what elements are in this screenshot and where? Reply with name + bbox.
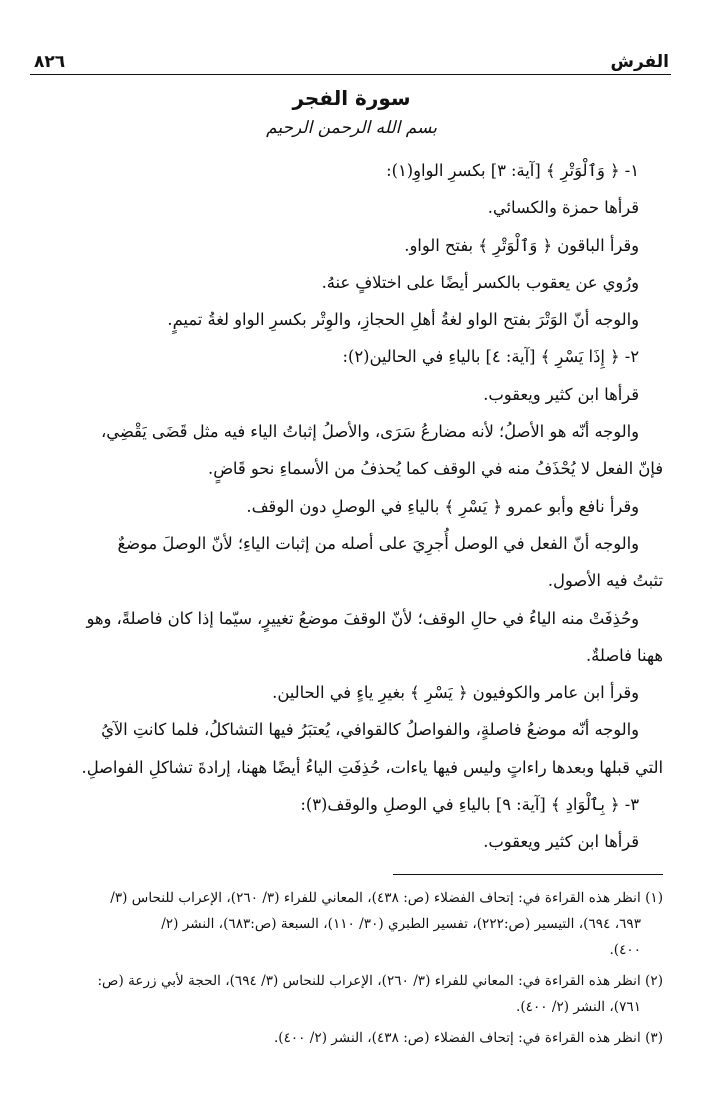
footnote-line: ٧٦١)، النشر (٢/ ٤٠٠). [516,999,641,1015]
text-line: وقرأ الباقون ﴿ وَٱلْوَتْرِ ﴾ بفتح الواو. [404,235,639,255]
footnote-divider [393,874,663,875]
running-title: الفرش [610,52,669,72]
text-line: وحُذِفَتْ منه الياءُ في حالِ الوقف؛ لأنّ الوقفَ موضعُ تغييرٍ، سيّما إذا كان فاصلةً، وهو [86,608,639,628]
text-line: والوجه أنّ الوَتْرَ بفتح الواو لغةُ أهلِ الحجازِ، والوِتْر بكسرِ الواو لغةُ تميمٍ. [167,310,639,330]
footnote-line: ٦٩٣، ٦٩٤)، التيسير (ص:٢٢٢)، تفسير الطبري (٣٠/ ١١٠)، السبعة (ص:٦٨٣)، النشر (٢/ [161,916,641,932]
text-line: والوجه أنّ الفعل في الوصل أُجرِيَ على أصله من إثبات الياءِ؛ لأنّ الوصلَ موضعٌ [117,533,639,553]
footnotes [38,885,663,1056]
text-line: قرأها حمزة والكسائي. [487,198,639,218]
header-divider [30,74,671,75]
footnote-line: (٢) انظر هذه القراءة في: المعاني للفراء (٣/ ٢٦٠)، الإعراب للنحاس (٣/ ٦٩٤)، الحجة لأبي زرعة (ص: [97,973,663,989]
text-line: ١- ﴿ وَٱلْوَتْرِ ﴾ [آية: ٣] بكسرِ الواوِ(١): [386,161,639,180]
text-line: قرأها ابن كثير ويعقوب. [483,384,639,404]
text-line: فإنّ الفعل لا يُحْذَفُ منه في الوقف كما يُحذفُ من الأسماءِ نحو قَاضٍ. [208,459,663,479]
text-line: ٣- ﴿ بِٱلْوَادِ ﴾ [آية: ٩] بالياءِ في الوصلِ والوقف(٣): [300,795,639,815]
text-line: قرأها ابن كثير ويعقوب. [483,832,639,852]
text-line: والوجه أنّه موضعُ فاصلةٍ، والفواصلُ كالقوافي، يُعتبَرُ فيها التشاكلُ، فلما كانتِ الآيُ [101,720,639,740]
footnote-3 [38,1025,663,1051]
text-line: وقرأ ابن عامر والكوفيون ﴿ يَسْرِ ﴾ بغيرِ ياءٍ في الحالين. [272,683,639,703]
running-header [34,44,669,72]
text-line: ورُوي عن يعقوب بالكسر أيضًا على اختلافٍ عنهُ. [321,272,639,292]
footnote-1 [38,885,663,963]
text-line: تثبتُ فيه الأصول. [547,571,663,591]
main-text [40,152,663,861]
text-line: ههنا فاصلةٌ. [585,645,663,665]
footnote-2 [38,968,663,1020]
footnote-line: (٣) انظر هذه القراءة في: إتحاف الفضلاء (ص: ٤٣٨)، النشر (٢/ ٤٠٠). [273,1030,663,1046]
footnote-line: (١) انظر هذه القراءة في: إتحاف الفضلاء (ص: ٤٣٨)، المعاني للفراء (٣/ ٢٦٠)، الإعراب للنحاس (٣/ [110,890,663,906]
text-line: والوجه أنّه هو الأصلُ؛ لأنه مضارعُ سَرَى، والأصلُ إثباتُ الياء فيه مثل قَضَى يَقْضِي، [101,422,639,442]
surah-title: سورة الفجر [292,86,411,110]
text-line: وقرأ نافع وأبو عمرو ﴿ يَسْرِ ﴾ بالياءِ في الوصلِ دون الوقف. [246,496,639,516]
text-line: ٢- ﴿ إِذَا يَسْرِ ﴾ [آية: ٤] بالياءِ في الحالين(٢): [342,347,639,367]
text-line: التي قبلها وبعدها راءاتٍ وليس فيها ياءات، حُذِفَتِ الياءُ أيضًا ههنا، إرادةَ تشاكلِ الفواصلِ. [81,757,663,777]
footnote-line: ٤٠٠). [609,942,641,958]
basmala: بسم الله الرحمن الرحيم [266,118,437,138]
page-number: ٨٢٦ [34,52,66,72]
